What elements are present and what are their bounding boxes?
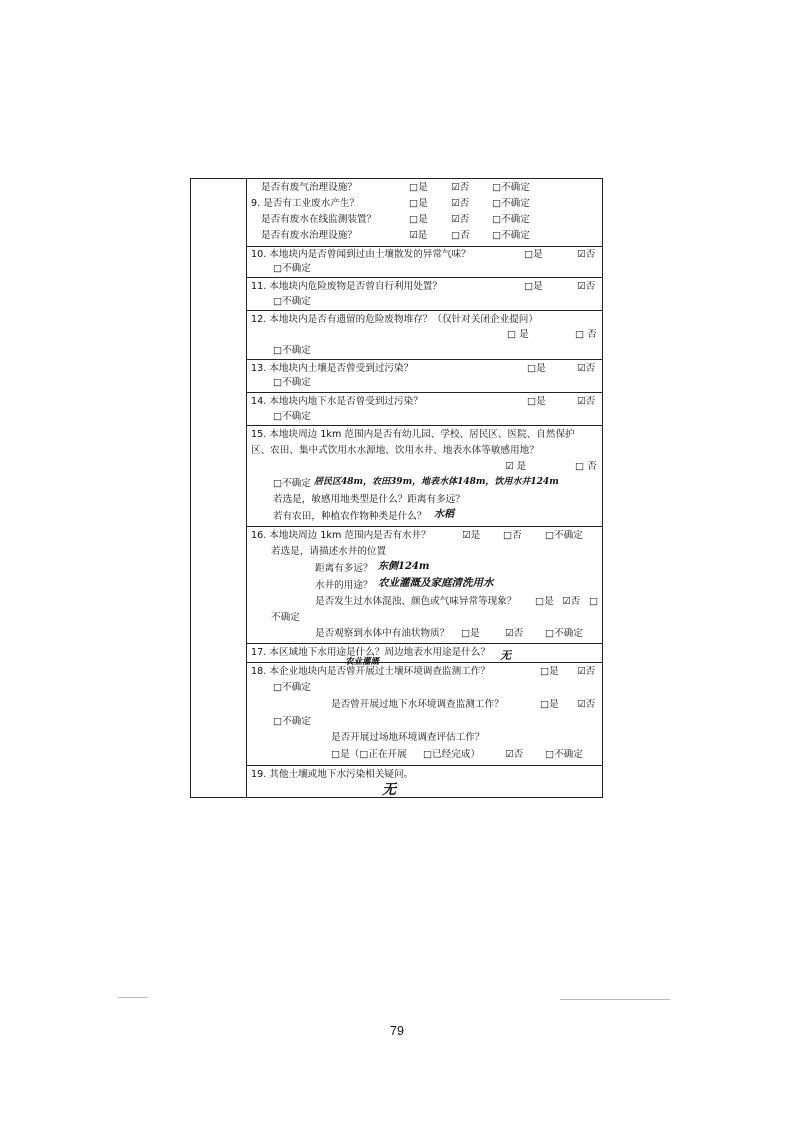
handwritten-groundwater-usage: 农业灌溉 (345, 657, 380, 667)
option-unsure[interactable]: □不确定 (273, 411, 311, 422)
question-17: 17. 本区域地下水用途是什么？周边地表水用途是什么？ (251, 647, 490, 658)
option-unsure-label: 不确定 (271, 612, 300, 623)
question-16-usage: 水井的用途？ (315, 580, 373, 591)
question-18-groundwater: 是否曾开展过地下水环境调查监测工作？ (331, 699, 504, 710)
option-no[interactable]: □否 (503, 530, 522, 541)
option-no-checked[interactable]: ☑否 (451, 182, 470, 193)
option-no-checked[interactable]: ☑否 (451, 214, 470, 225)
question-15-crops: 若有农田，种植农作物种类是什么？ (273, 511, 427, 522)
option-no-checked[interactable]: ☑否 (577, 249, 596, 260)
question-16-anomaly: 是否发生过水体混浊、颜色或气味异常等现象？ (315, 596, 517, 607)
option-yes[interactable]: □是 (527, 396, 546, 407)
row-divider (246, 246, 602, 247)
question-16-location: 若选是，请描述水井的位置 (271, 546, 387, 557)
row-divider (246, 765, 602, 766)
question-15: 15. 本地块周边 1km 范围内是否有幼儿园、学校、居民区、医院、自然保护 (251, 429, 575, 440)
option-no-checked[interactable]: ☑否 (505, 749, 524, 760)
question-19: 19. 其他土壤或地下水污染相关疑问。 (251, 769, 414, 780)
option-no-checked[interactable]: ☑否 (577, 363, 596, 374)
option-unsure[interactable]: □不确定 (492, 198, 530, 209)
form-left-column (191, 179, 247, 797)
option-yes-ongoing[interactable]: □是（□正在开展 (331, 749, 407, 760)
option-no-checked[interactable]: ☑否 (577, 666, 596, 677)
question-13: 13. 本地块内土壤是否曾受到过污染？ (251, 363, 414, 374)
option-yes-checked[interactable]: ☑是 (462, 530, 481, 541)
option-completed[interactable]: □已经完成） (423, 749, 481, 760)
option-unsure[interactable]: □不确定 (492, 214, 530, 225)
question-18-assessment: 是否开展过场地环境调查评估工作？ (331, 732, 485, 743)
option-yes[interactable]: □是 (524, 281, 543, 292)
row-divider (246, 277, 602, 278)
handwritten-well-usage: 农业灌溉及家庭清洗用水 (378, 577, 494, 589)
row-divider (246, 359, 602, 360)
option-yes-checked[interactable]: ☑是 (409, 230, 428, 241)
option-unsure[interactable]: □不确定 (492, 182, 530, 193)
option-no-checked[interactable]: ☑否 (505, 628, 524, 639)
option-unsure[interactable]: □不确定 (273, 296, 311, 307)
option-unsure[interactable]: □不确定 (273, 345, 311, 356)
row-divider (246, 643, 602, 644)
question-10: 10. 本地块内是否曾闻到过由土壤散发的异常气味？ (251, 249, 471, 260)
question-18: 18. 本企业地块内是否曾开展过土壤环境调查监测工作？ (251, 666, 490, 677)
option-no-checked[interactable]: ☑否 (577, 281, 596, 292)
option-unsure-box[interactable]: □ (589, 596, 599, 607)
question-15-type: 若选是，敏感用地类型是什么？距离有多远？ (273, 494, 465, 505)
question-14: 14. 本地块内地下水是否曾受到过污染？ (251, 396, 423, 407)
option-yes[interactable]: □是 (540, 666, 559, 677)
option-unsure[interactable]: □不确定 (545, 628, 583, 639)
scan-artifact (560, 999, 670, 1000)
option-no-checked[interactable]: ☑否 (451, 198, 470, 209)
row-divider (246, 425, 602, 426)
question-9-treatment: 是否有废水治理设施？ (261, 230, 357, 241)
option-no[interactable]: □ 否 (575, 329, 597, 340)
question-waste-gas-treatment: 是否有废气治理设施？ (261, 182, 357, 193)
row-divider (246, 392, 602, 393)
question-16-oil: 是否观察到水体中有油状物质？ (315, 628, 450, 639)
option-unsure[interactable]: □不确定 (492, 230, 530, 241)
page-number: 79 (390, 1024, 404, 1038)
option-yes[interactable]: □是 (524, 249, 543, 260)
option-yes[interactable]: □是 (409, 182, 428, 193)
option-no[interactable]: □ 否 (575, 461, 597, 472)
handwritten-crop-type: 水稻 (434, 509, 454, 520)
scan-artifact (118, 997, 148, 998)
option-unsure[interactable]: □不确定 (273, 263, 311, 274)
question-16-distance: 距离有多远？ (315, 563, 373, 574)
option-no-checked[interactable]: ☑否 (562, 596, 581, 607)
option-yes[interactable]: □是 (527, 363, 546, 374)
option-yes[interactable]: □ 是 (507, 329, 529, 340)
option-no-checked[interactable]: ☑否 (577, 396, 596, 407)
option-yes-checked[interactable]: ☑ 是 (505, 461, 527, 472)
row-divider (246, 310, 602, 311)
handwritten-other-questions: 无 (382, 782, 396, 798)
question-15-cont: 区、农田、集中式饮用水水源地、饮用水井、地表水体等敏感用地？ (251, 445, 539, 456)
handwritten-sensitive-land-distances: 居民区48m，农田39m，地表水体148m，饮用水井124m (314, 477, 559, 487)
option-yes[interactable]: □是 (409, 214, 428, 225)
question-9: 9. 是否有工业废水产生？ (251, 198, 360, 209)
option-unsure[interactable]: □不确定 (545, 530, 583, 541)
option-yes[interactable]: □是 (461, 628, 480, 639)
option-unsure[interactable]: □不确定 (273, 377, 311, 388)
row-divider (246, 526, 602, 527)
option-yes[interactable]: □是 (540, 699, 559, 710)
option-yes[interactable]: □是 (535, 596, 554, 607)
option-unsure[interactable]: □不确定 (273, 682, 311, 693)
option-no[interactable]: □否 (451, 230, 470, 241)
option-unsure[interactable]: □不确定 (273, 716, 311, 727)
question-16: 16. 本地块周边 1km 范围内是否有水井？ (251, 530, 431, 541)
question-11: 11. 本地块内危险废物是否曾自行利用处置？ (251, 281, 442, 292)
question-12: 12. 本地块内是否有遗留的危险废物堆存？（仅针对关闭企业提问） (251, 314, 538, 325)
option-unsure[interactable]: □不确定 (273, 478, 311, 489)
option-no-checked[interactable]: ☑否 (577, 699, 596, 710)
handwritten-surface-water-usage: 无 (500, 649, 511, 662)
question-9-monitoring: 是否有废水在线监测装置？ (261, 214, 377, 225)
handwritten-well-distance: 东侧124m (378, 561, 430, 572)
option-unsure[interactable]: □不确定 (545, 749, 583, 760)
option-yes[interactable]: □是 (409, 198, 428, 209)
row-divider (246, 662, 602, 663)
